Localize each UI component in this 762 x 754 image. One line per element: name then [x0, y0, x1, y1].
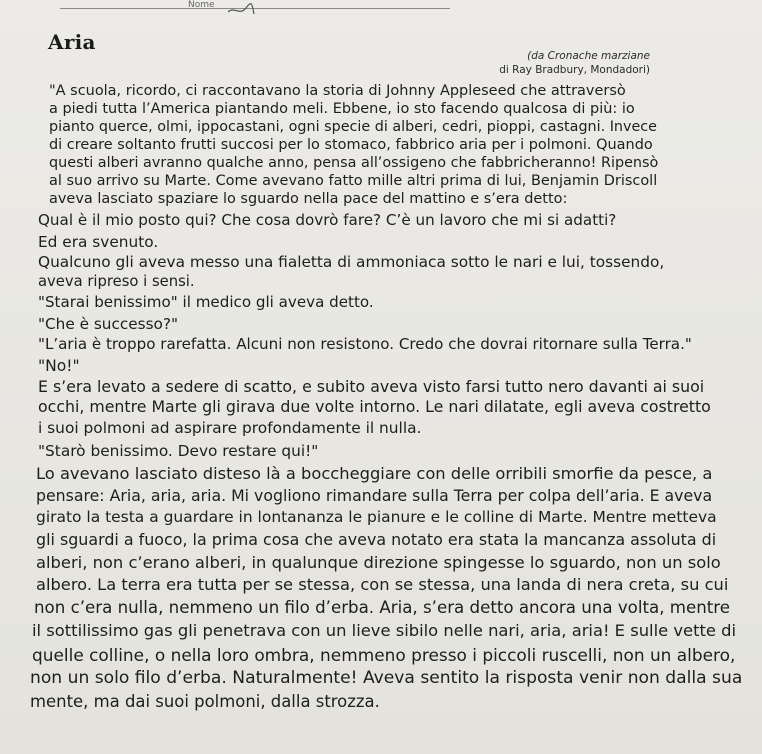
text-line: Qual è il mio posto qui? Che cosa dovrò fare? C’è un lavoro che mi si adatti?	[38, 211, 617, 229]
name-label: Nome	[188, 0, 215, 10]
text-line: "Starai benissimo" il medico gli aveva detto.	[38, 293, 374, 311]
text-line: "L’aria è troppo rarefatta. Alcuni non resistono. Credo che dovrai ritornare sulla Terra."	[38, 335, 692, 353]
text-line: "A scuola, ricordo, ci raccontavano la storia di Johnny Appleseed che attraversò	[49, 83, 626, 99]
text-line: E s’era levato a sedere di scatto, e subito aveva visto farsi tutto nero davanti ai suoi	[38, 377, 705, 396]
text-line: il sottilissimo gas gli penetrava con un lieve sibilo nelle nari, aria, aria! E sulle vette di	[32, 621, 737, 640]
text-line: Ed era svenuto.	[38, 233, 159, 251]
text-line: i suoi polmoni ad aspirare profondamente il nulla.	[38, 419, 422, 437]
text-line: Qualcuno gli aveva messo una fialetta di ammoniaca sotto le nari e lui, tossendo,	[38, 253, 665, 271]
text-line: gli sguardi a fuoco, la prima cosa che aveva notato era stata la mancanza assoluta di	[36, 530, 717, 549]
text-line: mente, ma dai suoi polmoni, dalla strozza.	[30, 692, 380, 711]
text-line: di creare soltanto frutti succosi per lo stomaco, fabbrico aria per i polmoni. Quando	[49, 137, 653, 153]
text-line: Lo avevano lasciato disteso là a boccheggiare con delle orribili smorfie da pesce, a	[36, 464, 713, 483]
text-line: questi alberi avranno qualche anno, pensa all’ossigeno che fabbricheranno! Ripensò	[49, 155, 659, 171]
text-line: girato la testa a guardare in lontananza le pianure e le colline di Marte. Mentre metteva	[36, 508, 717, 526]
text-line: a piedi tutta l’America piantando meli. Ebbene, io sto facendo qualcosa di più: io	[49, 101, 635, 117]
text-line: occhi, mentre Marte gli girava due volte intorno. Le nari dilatate, egli aveva costretto	[38, 397, 711, 416]
page-title: Aria	[48, 30, 96, 54]
text-line: "Che è successo?"	[38, 315, 179, 333]
text-line: "No!"	[38, 357, 80, 375]
pen-mark-icon	[226, 2, 256, 18]
text-line: al suo arrivo su Marte. Come avevano fatto mille altri prima di lui, Benjamin Driscoll	[49, 173, 658, 189]
text-line: albero. La terra era tutta per se stessa, con se stessa, una landa di nera creta, su cui	[36, 575, 729, 594]
source-line-1: (da Cronache marziane	[527, 50, 650, 62]
text-line: non c’era nulla, nemmeno un filo d’erba. Aria, s’era detto ancora una volta, mentre	[34, 598, 731, 617]
text-line: pianto querce, olmi, ippocastani, ogni specie di alberi, cedri, pioppi, castagni. Invece	[49, 119, 658, 135]
text-line: quelle colline, o nella loro ombra, nemmeno presso i piccoli ruscelli, non un albero,	[32, 645, 736, 665]
text-line: aveva lasciato spaziare lo sguardo nella pace del mattino e s’era detto:	[49, 191, 568, 207]
text-line: alberi, non c’erano alberi, in qualunque direzione spingesse lo sguardo, non un solo	[36, 553, 721, 572]
source-line-2: di Ray Bradbury, Mondadori)	[499, 64, 650, 76]
text-line: pensare: Aria, aria, aria. Mi vogliono rimandare sulla Terra per colpa dell’aria. E aveva	[36, 486, 713, 505]
text-line: "Starò benissimo. Devo restare qui!"	[38, 442, 319, 460]
text-line: aveva ripreso i sensi.	[38, 273, 195, 290]
text-line: non un solo filo d’erba. Naturalmente! Aveva sentito la risposta venir non dalla sua	[30, 668, 743, 688]
